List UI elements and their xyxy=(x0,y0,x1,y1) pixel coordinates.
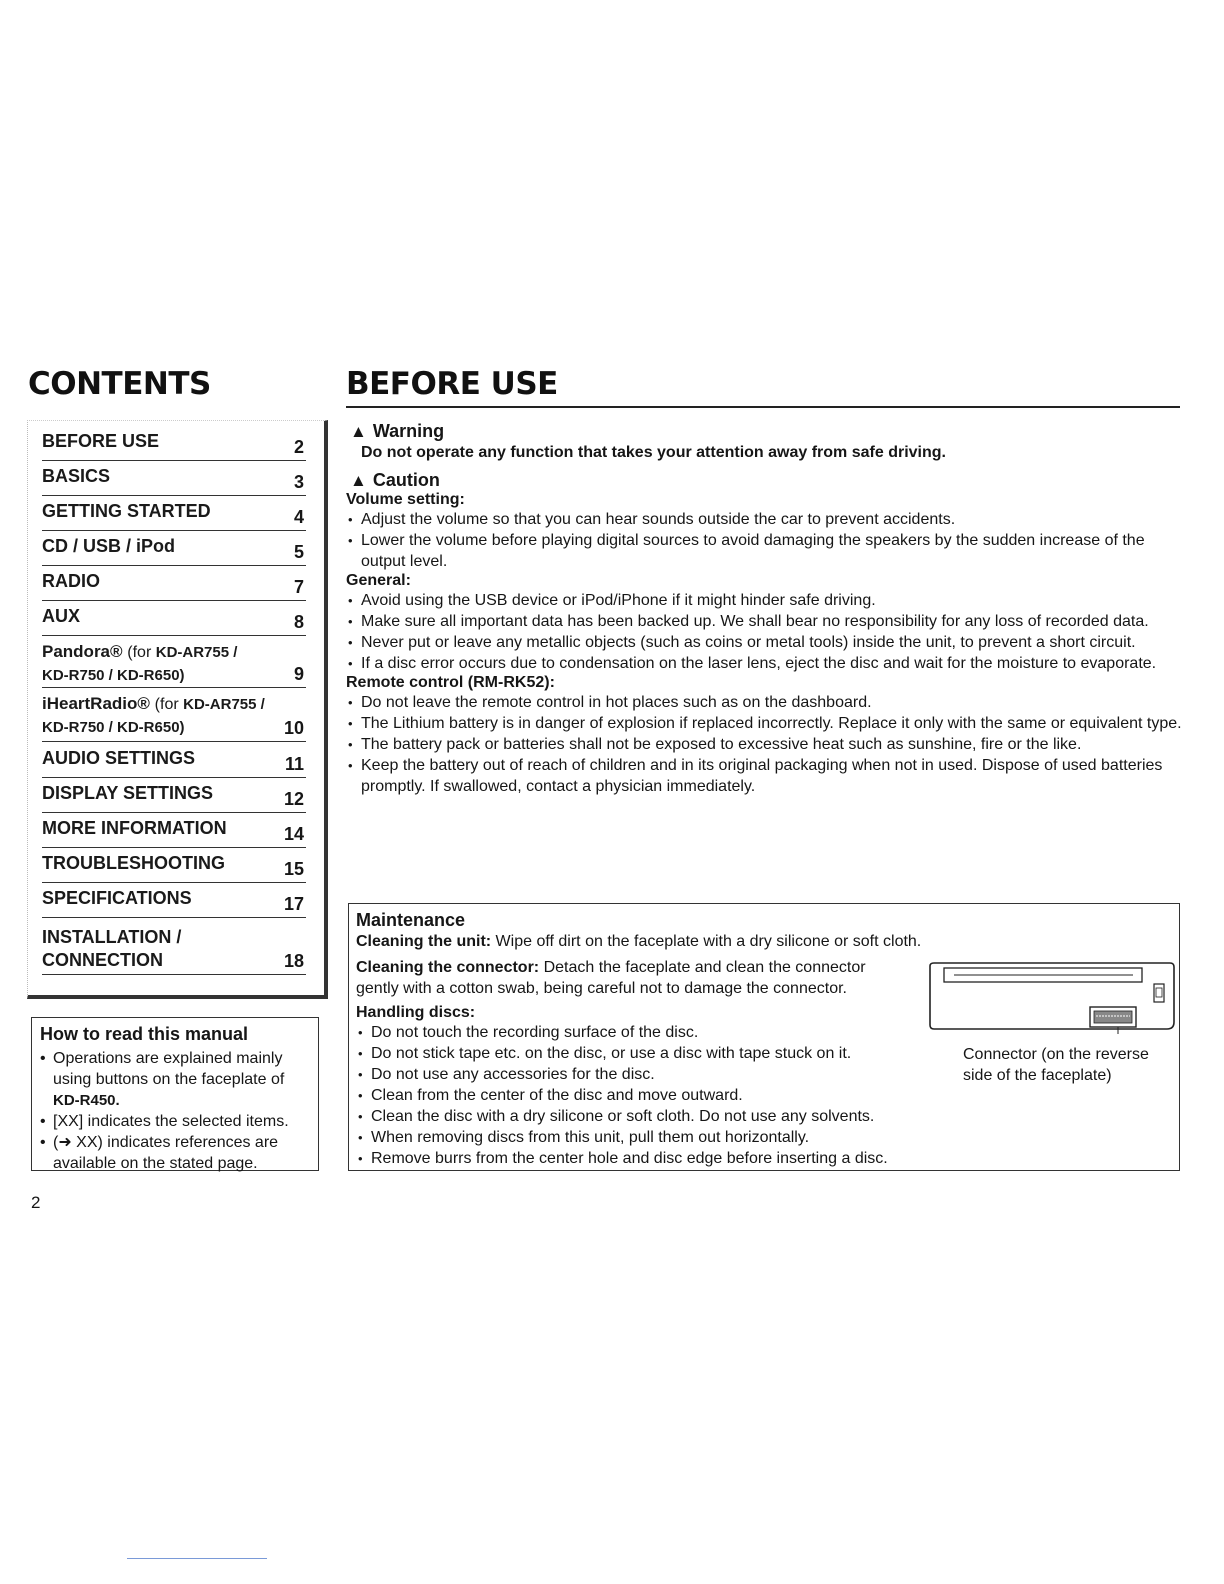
toc-label: INSTALLATION / xyxy=(42,927,182,947)
toc-item-audio-settings[interactable] xyxy=(42,748,306,778)
caution-heading xyxy=(350,470,1182,491)
disc-bullet: • Do not touch the recording surface of the disc. xyxy=(356,1022,1176,1043)
disc-bullet: • Clean the disc with a dry silicone or soft cloth. Do not use any solvents. xyxy=(356,1106,1176,1127)
toc-label: AUDIO SETTINGS xyxy=(42,748,196,768)
toc-label: CD / USB / iPod xyxy=(42,536,176,556)
maintenance-title: Maintenance xyxy=(356,910,466,930)
cleaning-unit-text: Wipe off dirt on the faceplate with a dry silicone or soft cloth. xyxy=(491,933,922,950)
toc-item-iheartradio[interactable] xyxy=(42,693,306,742)
remote-bullet: • The battery pack or batteries shall not be exposed to excessive heat such as sunshine, fire or the like. xyxy=(346,734,1182,755)
warning-text: Do not operate any function that takes your attention away from safe driving. xyxy=(361,444,946,461)
caution-triangle-icon: ▲ xyxy=(350,471,367,490)
toc-page: 2 xyxy=(293,437,304,457)
toc-label: GETTING STARTED xyxy=(42,501,211,521)
warning-title: Warning xyxy=(372,421,445,441)
toc-models: KD-R750 / KD-R650) xyxy=(42,667,185,684)
toc-page: 5 xyxy=(293,542,304,562)
toc-label: BEFORE USE xyxy=(42,431,160,451)
toc-item-installation-connection[interactable] xyxy=(42,926,306,975)
toc-page: 12 xyxy=(283,789,304,809)
toc-label: CONNECTION xyxy=(42,950,163,970)
remote-heading: Remote control (RM-RK52): xyxy=(346,674,555,691)
toc-item-radio[interactable] xyxy=(42,571,306,601)
toc-note: (for xyxy=(154,696,184,713)
toc-label: BASICS xyxy=(42,466,111,486)
toc-page: 18 xyxy=(283,951,304,971)
maintenance-box xyxy=(348,903,1180,1171)
toc-label: TROUBLESHOOTING xyxy=(42,853,225,873)
toc-note: (for xyxy=(127,644,156,661)
toc-item-display-settings[interactable] xyxy=(42,783,306,813)
toc-item-cd-usb-ipod[interactable] xyxy=(42,536,306,566)
remote-bullet: • Do not leave the remote control in hot places such as on the dashboard. xyxy=(346,692,1182,713)
bullet-text: Operations are explained mainly using buttons on the faceplate of xyxy=(53,1050,285,1088)
toc-page: 17 xyxy=(283,894,304,914)
disc-bullet: • Do not stick tape etc. on the disc, or use a disc with tape stuck on it. xyxy=(356,1043,1176,1064)
volume-bullet: • Adjust the volume so that you can hear sounds outside the car to prevent accidents. xyxy=(346,509,1182,530)
toc-models: KD-R750 / KD-R650) xyxy=(42,719,185,736)
toc-item-getting-started[interactable] xyxy=(42,501,306,531)
toc-item-pandora[interactable] xyxy=(42,641,306,688)
toc-page: 15 xyxy=(283,859,304,879)
toc-models: KD-AR755 / xyxy=(155,644,238,661)
cleaning-unit-paragraph xyxy=(356,931,1176,952)
cleaning-connector-text: Detach the faceplate and clean the connector gently with a cotton swab, being careful not to damage the connector. xyxy=(356,959,866,997)
toc-page: 14 xyxy=(283,824,304,844)
disc-bullet: • Clean from the center of the disc and move outward. xyxy=(356,1085,1176,1106)
faceplate-connector-illustration xyxy=(928,962,1176,1034)
toc-item-specifications[interactable] xyxy=(42,888,306,918)
toc-page: 9 xyxy=(293,664,304,684)
model-name: KD-R450. xyxy=(53,1092,120,1109)
how-to-read-box xyxy=(31,1017,319,1171)
general-bullet: • If a disc error occurs due to condensation on the laser lens, eject the disc and wait for the moisture to evaporate. xyxy=(346,653,1182,674)
toc-item-troubleshooting[interactable] xyxy=(42,853,306,883)
disc-bullet: • Remove burrs from the center hole and disc edge before inserting a disc. xyxy=(356,1148,1176,1169)
cleaning-connector-head: Cleaning the connector: xyxy=(356,959,540,976)
toc-label: AUX xyxy=(42,606,81,626)
volume-bullet: • Lower the volume before playing digital sources to avoid damaging the speakers by the sudden increase of the output level. xyxy=(346,530,1182,572)
handling-discs-heading: Handling discs: xyxy=(356,1004,476,1021)
before-use-body xyxy=(346,421,1182,797)
remote-bullet: • The Lithium battery is in danger of explosion if replaced incorrectly. Replace it only with the same or equivalent type. xyxy=(346,713,1182,734)
disc-bullet: • When removing discs from this unit, pull them out horizontally. xyxy=(356,1127,1176,1148)
toc-label: DISPLAY SETTINGS xyxy=(42,783,214,803)
footer-line xyxy=(127,1558,267,1559)
table-of-contents xyxy=(27,420,328,999)
toc-label: iHeartRadio® xyxy=(42,694,150,713)
remote-bullet: • Keep the battery out of reach of children and in its original packaging when not in used. Dispose of used batteries promptly. If swallowed, contact a physician immediately. xyxy=(346,755,1182,797)
volume-heading: Volume setting: xyxy=(346,491,465,508)
contents-title: CONTENTS xyxy=(28,366,211,402)
caution-title: Caution xyxy=(372,470,440,490)
warning-heading xyxy=(350,421,1182,442)
toc-label: MORE INFORMATION xyxy=(42,818,227,838)
how-to-bullet: • [XX] indicates the selected items. xyxy=(40,1111,318,1132)
how-to-bullet xyxy=(40,1048,318,1111)
general-heading: General: xyxy=(346,572,411,589)
toc-item-more-information[interactable] xyxy=(42,818,306,848)
toc-item-aux[interactable] xyxy=(42,606,306,636)
warning-triangle-icon: ▲ xyxy=(350,422,367,441)
how-to-title: How to read this manual xyxy=(40,1024,249,1044)
page-number: 2 xyxy=(31,1193,41,1212)
toc-page: 11 xyxy=(284,754,304,774)
how-to-bullet: • (➜ XX) indicates references are available on the stated page. xyxy=(40,1132,318,1174)
toc-label: RADIO xyxy=(42,571,100,591)
toc-page: 10 xyxy=(283,718,304,738)
title-rule xyxy=(346,406,1180,408)
cleaning-unit-head: Cleaning the unit: xyxy=(356,933,492,950)
toc-label: Pandora® xyxy=(42,642,123,661)
toc-label: SPECIFICATIONS xyxy=(42,888,192,908)
toc-models: KD-AR755 / xyxy=(183,696,265,713)
toc-item-basics[interactable] xyxy=(42,466,306,496)
toc-page: 3 xyxy=(293,472,304,492)
toc-page: 4 xyxy=(293,507,304,527)
disc-bullet: • Do not use any accessories for the disc. xyxy=(356,1064,1176,1085)
general-bullet: • Avoid using the USB device or iPod/iPhone if it might hinder safe driving. xyxy=(346,590,1182,611)
toc-page: 7 xyxy=(293,577,304,597)
general-bullet: • Never put or leave any metallic objects (such as coins or metal tools) inside the unit, to prevent a short circuit. xyxy=(346,632,1182,653)
before-use-title: BEFORE USE xyxy=(346,366,558,402)
toc-item-before-use[interactable] xyxy=(42,431,306,461)
connector-caption: Connector (on the reverse side of the faceplate) xyxy=(963,1046,1149,1084)
general-bullet: • Make sure all important data has been backed up. We shall bear no responsibility for any loss of recorded data. xyxy=(346,611,1182,632)
toc-page: 8 xyxy=(293,612,304,632)
cleaning-connector-paragraph xyxy=(356,957,906,999)
